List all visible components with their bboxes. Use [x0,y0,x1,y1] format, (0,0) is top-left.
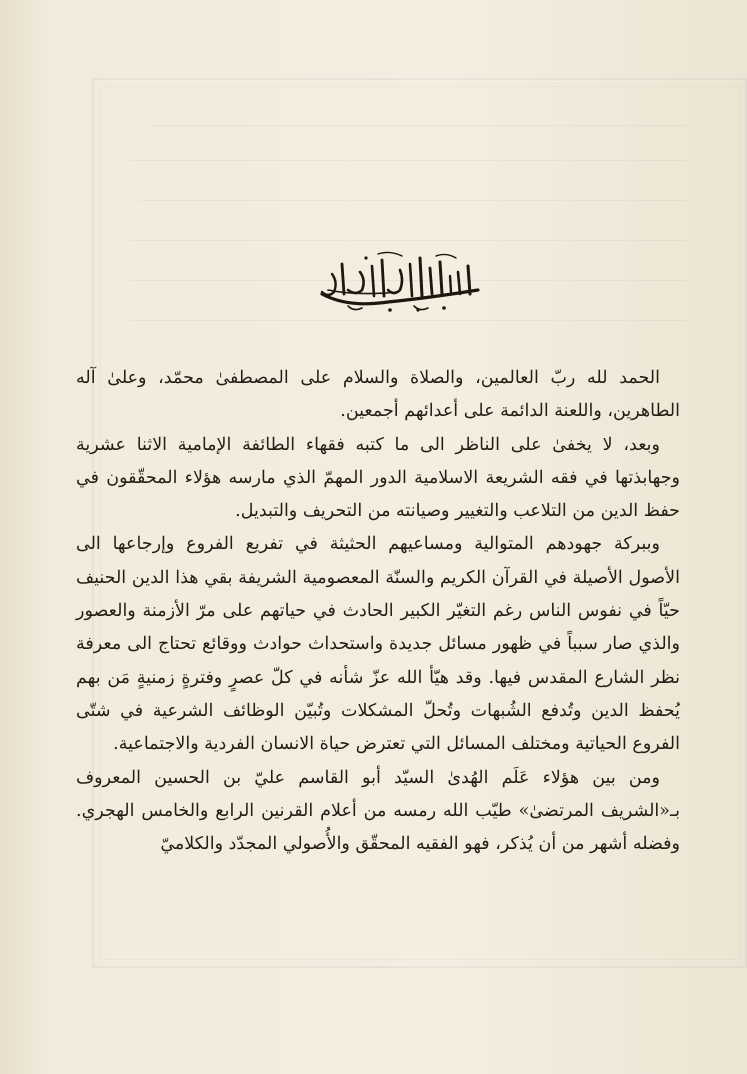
main-text [76,362,680,861]
basmala-calligraphy [318,250,484,316]
bleed-through-line [140,200,687,201]
paragraph: وببركة جهودهم المتوالية ومساعيهم الحثيثة في تفريع الفروع وإرجاعها الى الأصول الأصيلة في القرآن الكريم والسنّة المعصومية الشريفة بقي هذا الدين الحنيف حيّاً في نفوس الناس رغم التغيّر الكبير الحادث في حياتهم على مرّ الأزمنة والعصور والذي صار سبباً في ظهور مسائل جديدة واستحداث حوادث ووقائع تحتاج الى معرفة نظر الشارع المقدس فيها. وقد هيّأ الله عزّ شأنه في كلّ عصرٍ وفترةٍ زمنيةٍ مَن بهم يُحفظ الدين وتُدفع الشُبهات وتُحلّ المشكلات وتُبيّن الوظائف الشرعية في شتّى الفروع الحياتية ومختلف المسائل التي تعترض حياة الانسان الفردية والاجتماعية. [76,534,680,755]
bleed-through-line [130,320,687,321]
paragraph: وبعد، لا يخفىٰ على الناظر الى ما كتبه فقهاء الطائفة الإمامية الاثنا عشرية وجهابذتها في فقه الشريعة الاسلامية الدور المهمّ الذي مارسه هؤلاء المحقّقون في حفظ الدين من التلاعب والتغيير وصيانته من التحريف والتبديل. [76,434,680,522]
bleed-through-line [150,125,687,126]
bleed-through-line [130,240,687,241]
paragraph: الحمد لله ربّ العالمين، والصلاة والسلام على المصطفىٰ محمّد، وعلىٰ آله الطاهرين، واللعنة الدائمة على أعدائهم أجمعين. [76,368,680,422]
paragraph: ومن بين هؤلاء عَلَم الهُدىٰ السيّد أبو القاسم عليّ بن الحسين المعروف بـ«الشريف المرتضىٰ» طيّب الله رمسه من أعلام القرنين الرابع والخامس الهجري. وفضله أشهر من أن يُذكر، فهو الفقيه المحقّق والأُصولي المجدّد والكلاميّ [76,767,680,855]
bleed-through-line [130,160,687,161]
